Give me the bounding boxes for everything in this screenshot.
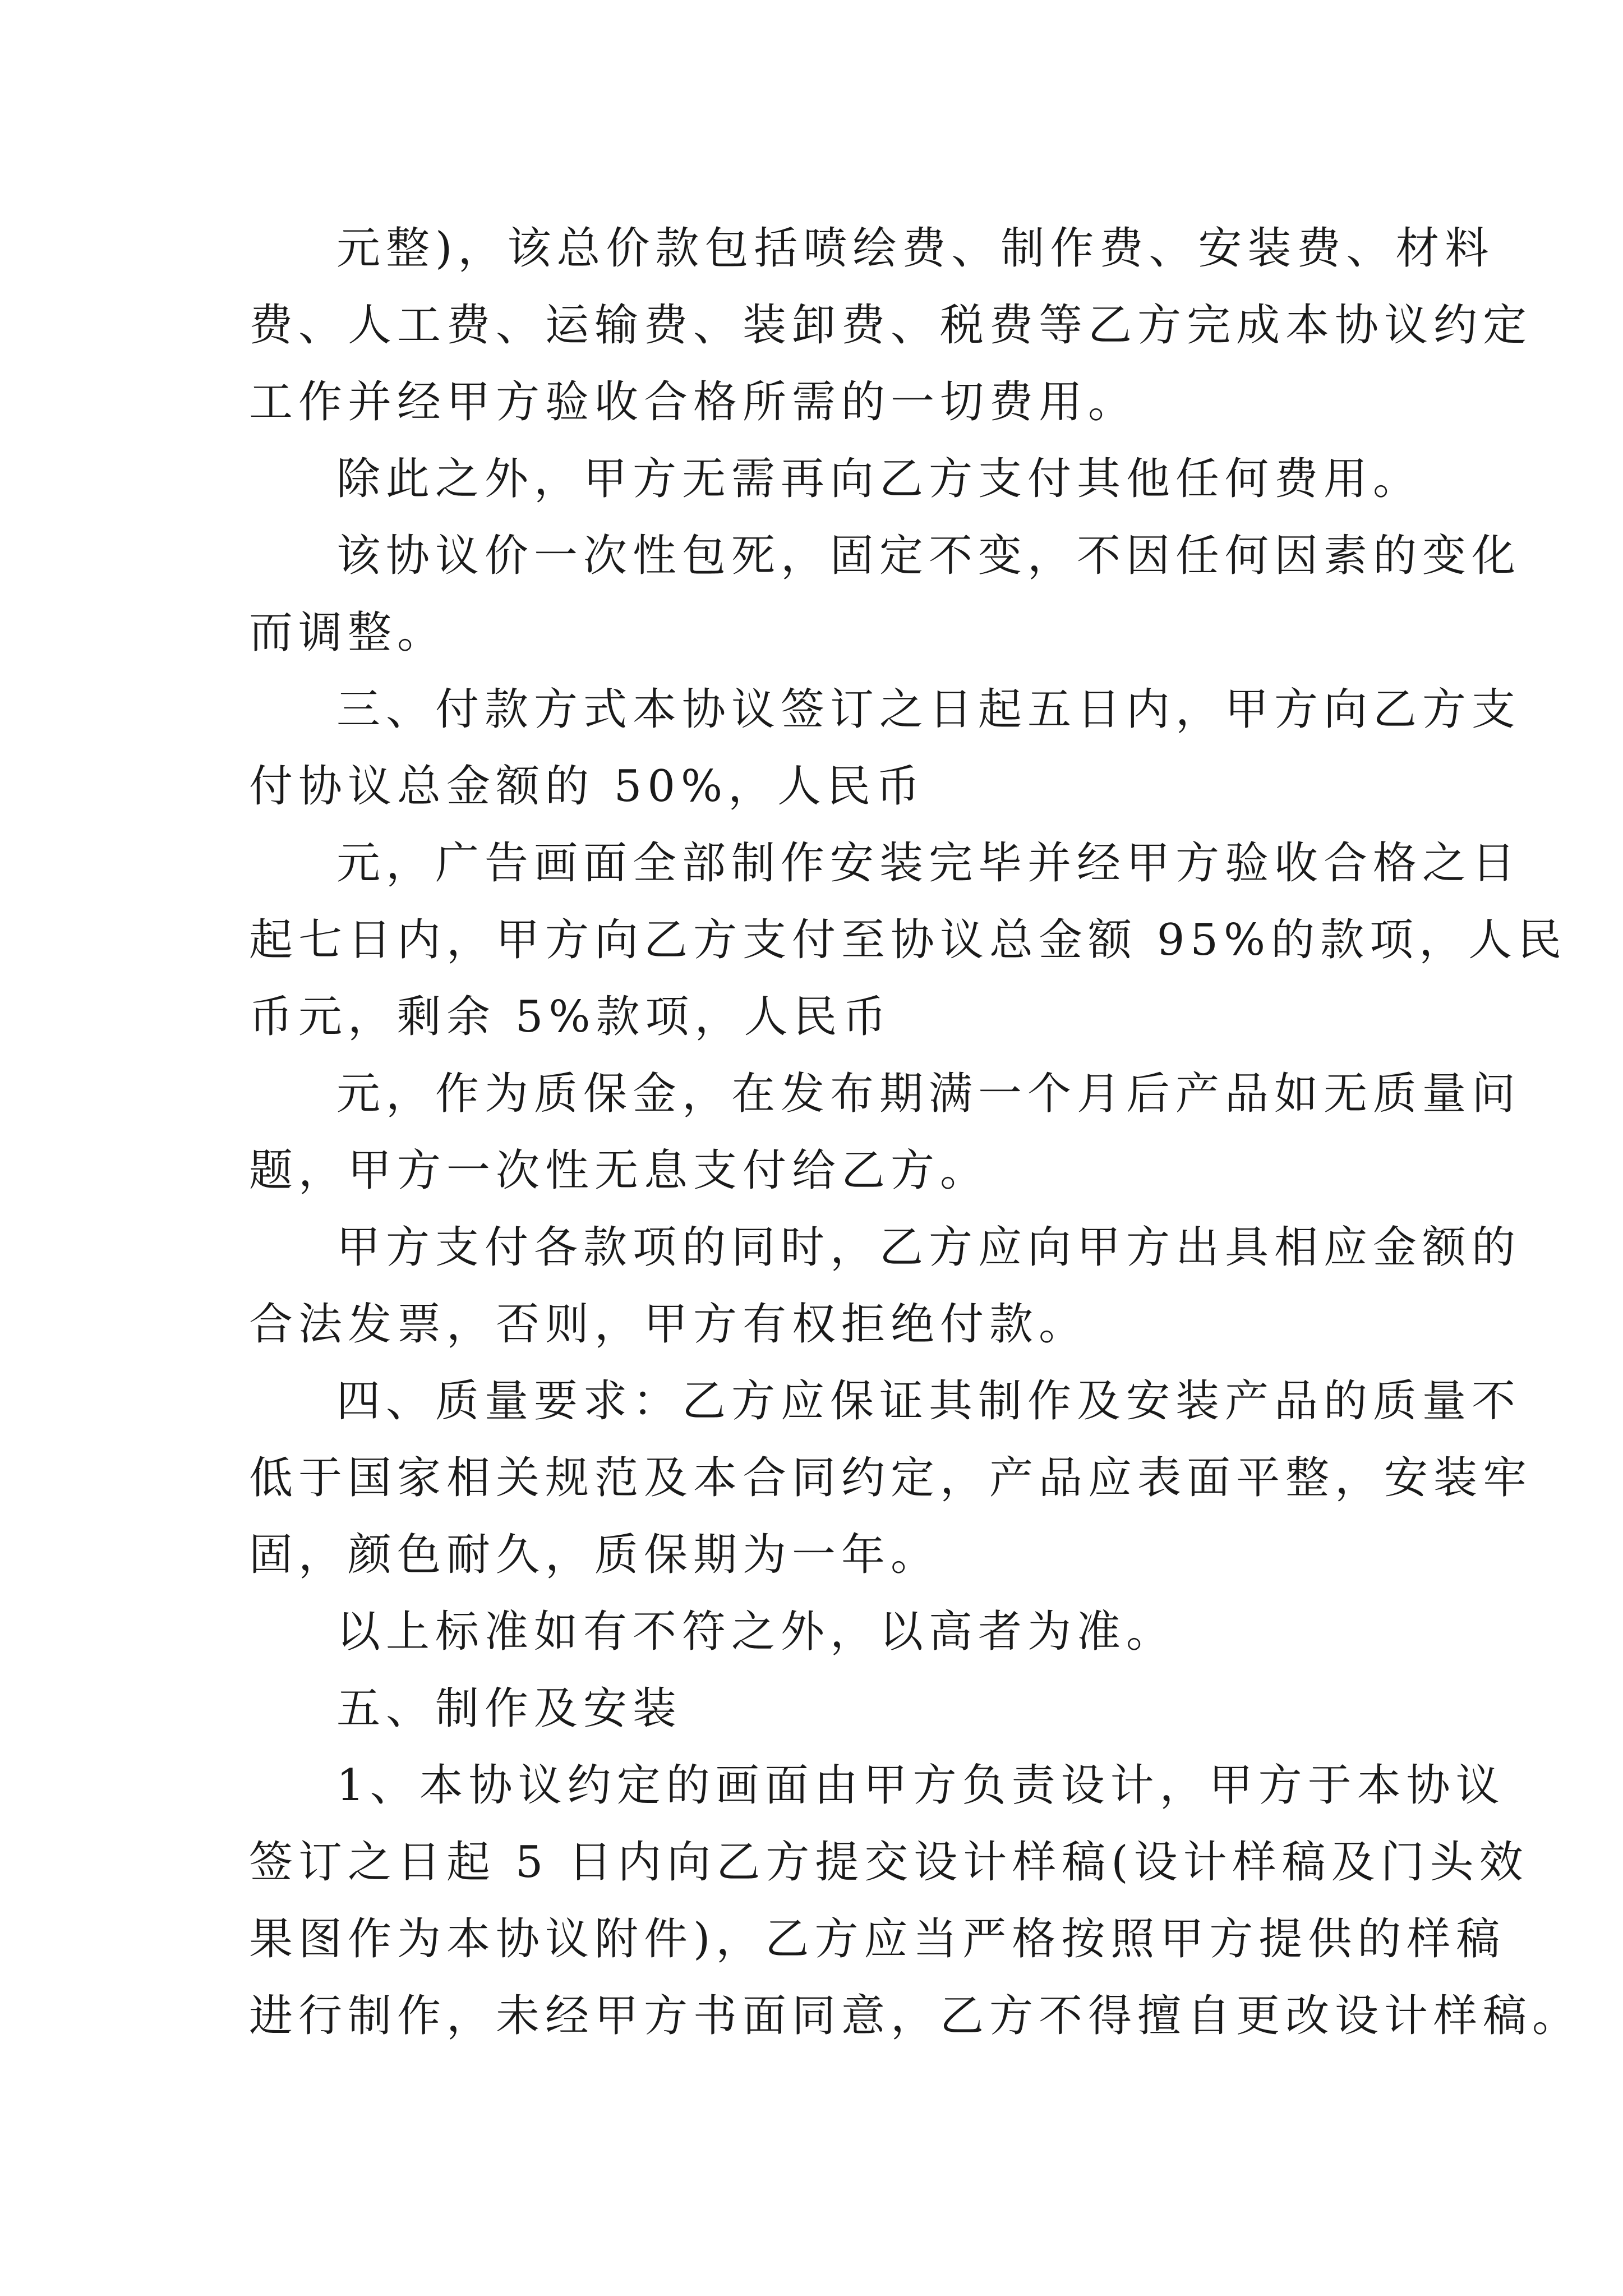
text-line: 三、付款方式本协议签订之日起五日内，甲方向乙方支 (336, 684, 1521, 735)
text-line: 除此之外，甲方无需再向乙方支付其他任何费用。 (336, 454, 1423, 504)
text-line: 题，甲方一次性无息支付给乙方。 (249, 1145, 990, 1196)
text-line: 固，颜色耐久，质保期为一年。 (249, 1530, 940, 1580)
text-line: 合法发票，否则，甲方有权拒绝付款。 (249, 1299, 1089, 1350)
text-line: 付协议总金额的 50%，人民币 (249, 761, 926, 812)
text-line: 而调整。 (249, 608, 447, 658)
text-line: 费、人工费、运输费、装卸费、税费等乙方完成本协议约定 (249, 300, 1533, 351)
text-line: 1、本协议约定的画面由甲方负责设计，甲方于本协议 (336, 1760, 1505, 1811)
text-line: 元，广告画面全部制作安装完毕并经甲方验收合格之日 (336, 838, 1521, 889)
text-line: 该协议价一次性包死，固定不变，不因任何因素的变化 (336, 531, 1521, 581)
text-line: 四、质量要求：乙方应保证其制作及安装产品的质量不 (336, 1376, 1521, 1427)
text-line: 进行制作，未经甲方书面同意，乙方不得擅自更改设计样稿。 (249, 1991, 1582, 2041)
text-line: 果图作为本协议附件)，乙方应当严格按照甲方提供的样稿 (249, 1914, 1506, 1964)
document-body (249, 210, 1582, 2055)
text-line: 甲方支付各款项的同时，乙方应向甲方出具相应金额的 (336, 1222, 1521, 1273)
text-line: 起七日内，甲方向乙方支付至协议总金额 95%的款项，人民 (249, 915, 1567, 965)
text-line: 元，作为质保金，在发布期满一个月后产品如无质量问 (336, 1069, 1521, 1119)
text-line: 签订之日起 5 日内向乙方提交设计样稿(设计样稿及门头效 (249, 1837, 1529, 1888)
text-line: 币元，剩余 5%款项，人民币 (249, 992, 892, 1042)
text-line: 以上标准如有不符之外，以高者为准。 (336, 1607, 1176, 1657)
text-line: 低于国家相关规范及本合同约定，产品应表面平整，安装牢 (249, 1453, 1533, 1503)
text-line: 工作并经甲方验收合格所需的一切费用。 (249, 377, 1138, 427)
section-heading: 五、制作及安装 (336, 1683, 683, 1734)
text-line: 元整)，该总价款包括喷绘费、制作费、安装费、材料 (336, 223, 1495, 274)
